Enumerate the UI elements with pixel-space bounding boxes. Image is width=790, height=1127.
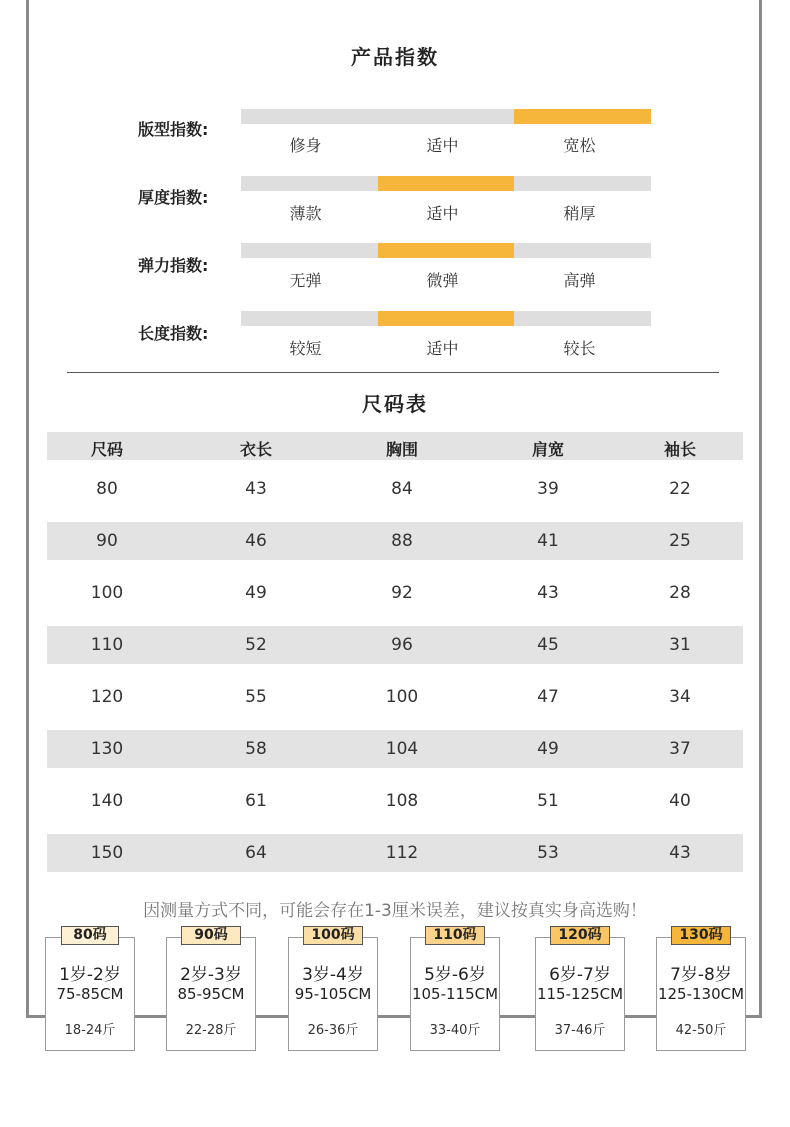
table-cell: 52 bbox=[245, 635, 267, 655]
index-bar-elasticity bbox=[241, 243, 651, 258]
index-fill-fit bbox=[514, 109, 651, 124]
card-height: 75-85CM bbox=[56, 985, 124, 1003]
table-cell: 84 bbox=[391, 479, 413, 499]
table-cell: 41 bbox=[537, 531, 559, 551]
table-cell: 49 bbox=[245, 583, 267, 603]
table-cell: 39 bbox=[537, 479, 559, 499]
card-height: 85-95CM bbox=[177, 985, 245, 1003]
table-cell: 34 bbox=[669, 687, 691, 707]
card-weight: 33-40斤 bbox=[429, 1023, 481, 1038]
table-cell: 150 bbox=[90, 843, 124, 863]
table-cell: 96 bbox=[391, 635, 413, 655]
table-cell: 140 bbox=[90, 791, 124, 811]
card-age: 6岁-7岁 bbox=[549, 965, 611, 985]
table-cell: 64 bbox=[245, 843, 267, 863]
index-option: 高弹 bbox=[563, 271, 596, 290]
table-cell: 55 bbox=[245, 687, 267, 707]
table-row bbox=[47, 470, 743, 508]
size-card-tag: 130码 bbox=[671, 926, 731, 945]
section-divider bbox=[67, 372, 719, 373]
index-option: 微弹 bbox=[426, 271, 459, 290]
table-cell: 43 bbox=[245, 479, 267, 499]
table-row bbox=[47, 834, 743, 872]
size-card-tag: 110码 bbox=[425, 926, 485, 945]
table-row bbox=[47, 730, 743, 768]
table-header-cell: 袖长 bbox=[663, 440, 697, 459]
table-row bbox=[47, 678, 743, 716]
table-cell: 43 bbox=[669, 843, 691, 863]
table-cell: 31 bbox=[669, 635, 691, 655]
index-label-fit: 版型指数: bbox=[138, 120, 209, 139]
table-cell: 22 bbox=[669, 479, 691, 499]
card-height: 125-130CM bbox=[657, 985, 745, 1003]
table-cell: 110 bbox=[90, 635, 124, 655]
table-header-cell: 胸围 bbox=[385, 440, 419, 459]
index-label-thickness: 厚度指数: bbox=[138, 188, 209, 207]
table-cell: 46 bbox=[245, 531, 267, 551]
table-cell: 120 bbox=[90, 687, 124, 707]
table-header-cell: 衣长 bbox=[239, 440, 273, 459]
table-cell: 104 bbox=[385, 739, 419, 759]
table-cell: 28 bbox=[669, 583, 691, 603]
size-card bbox=[288, 937, 378, 1051]
index-option: 薄款 bbox=[289, 204, 322, 223]
index-fill-thickness bbox=[378, 176, 515, 191]
card-weight: 22-28斤 bbox=[185, 1023, 237, 1038]
card-weight: 18-24斤 bbox=[64, 1023, 116, 1038]
table-cell: 40 bbox=[669, 791, 691, 811]
table-cell: 130 bbox=[90, 739, 124, 759]
table-cell: 108 bbox=[385, 791, 419, 811]
index-option: 较短 bbox=[289, 339, 322, 358]
size-card bbox=[535, 937, 625, 1051]
card-weight: 37-46斤 bbox=[554, 1023, 606, 1038]
index-label-length: 长度指数: bbox=[138, 324, 209, 343]
table-cell: 47 bbox=[537, 687, 559, 707]
card-height: 105-115CM bbox=[411, 985, 499, 1003]
size-card bbox=[410, 937, 500, 1051]
size-card bbox=[656, 937, 746, 1051]
table-cell: 45 bbox=[537, 635, 559, 655]
index-option: 修身 bbox=[289, 136, 322, 155]
index-bar-thickness bbox=[241, 176, 651, 191]
size-card bbox=[166, 937, 256, 1051]
index-fill-length bbox=[378, 311, 515, 326]
size-card bbox=[45, 937, 135, 1051]
table-cell: 80 bbox=[96, 479, 118, 499]
table-cell: 92 bbox=[391, 583, 413, 603]
measurement-note: 因测量方式不同，可能会存在1-3厘米误差，建议按真实身高选购！ bbox=[143, 901, 647, 921]
index-option: 宽松 bbox=[563, 136, 596, 155]
index-fill-elasticity bbox=[378, 243, 515, 258]
table-cell: 51 bbox=[537, 791, 559, 811]
size-chart-title: 尺码表 bbox=[362, 392, 428, 416]
size-card-tag: 90码 bbox=[181, 926, 241, 945]
index-label-elasticity: 弹力指数: bbox=[138, 256, 209, 275]
card-age: 2岁-3岁 bbox=[180, 965, 242, 985]
index-option: 适中 bbox=[426, 204, 459, 223]
size-card-tag: 120码 bbox=[550, 926, 610, 945]
size-card-tag: 80码 bbox=[61, 926, 119, 945]
table-cell: 90 bbox=[96, 531, 118, 551]
table-header-cell: 尺码 bbox=[90, 440, 124, 459]
card-age: 5岁-6岁 bbox=[424, 965, 486, 985]
table-cell: 100 bbox=[90, 583, 124, 603]
table-cell: 37 bbox=[669, 739, 691, 759]
index-option: 无弹 bbox=[289, 271, 322, 290]
table-cell: 49 bbox=[537, 739, 559, 759]
table-cell: 88 bbox=[391, 531, 413, 551]
table-cell: 43 bbox=[537, 583, 559, 603]
card-weight: 26-36斤 bbox=[307, 1023, 359, 1038]
card-height: 115-125CM bbox=[536, 985, 624, 1003]
table-cell: 53 bbox=[537, 843, 559, 863]
index-option: 适中 bbox=[426, 339, 459, 358]
card-weight: 42-50斤 bbox=[675, 1023, 727, 1038]
card-age: 3岁-4岁 bbox=[302, 965, 364, 985]
table-row bbox=[47, 522, 743, 560]
size-card-tag: 100码 bbox=[303, 926, 363, 945]
product-index-title: 产品指数 bbox=[351, 45, 439, 69]
table-header-cell: 肩宽 bbox=[531, 440, 565, 459]
index-bar-fit bbox=[241, 109, 651, 124]
table-row bbox=[47, 626, 743, 664]
table-cell: 61 bbox=[245, 791, 267, 811]
index-option: 较长 bbox=[563, 339, 596, 358]
table-cell: 25 bbox=[669, 531, 691, 551]
card-age: 7岁-8岁 bbox=[670, 965, 732, 985]
card-age: 1岁-2岁 bbox=[59, 965, 121, 985]
table-header-row bbox=[47, 432, 743, 460]
card-height: 95-105CM bbox=[294, 985, 372, 1003]
index-option: 稍厚 bbox=[563, 204, 596, 223]
table-row bbox=[47, 574, 743, 612]
table-row bbox=[47, 782, 743, 820]
index-option: 适中 bbox=[426, 136, 459, 155]
table-cell: 100 bbox=[385, 687, 419, 707]
table-cell: 112 bbox=[385, 843, 419, 863]
table-cell: 58 bbox=[245, 739, 267, 759]
index-bar-length bbox=[241, 311, 651, 326]
